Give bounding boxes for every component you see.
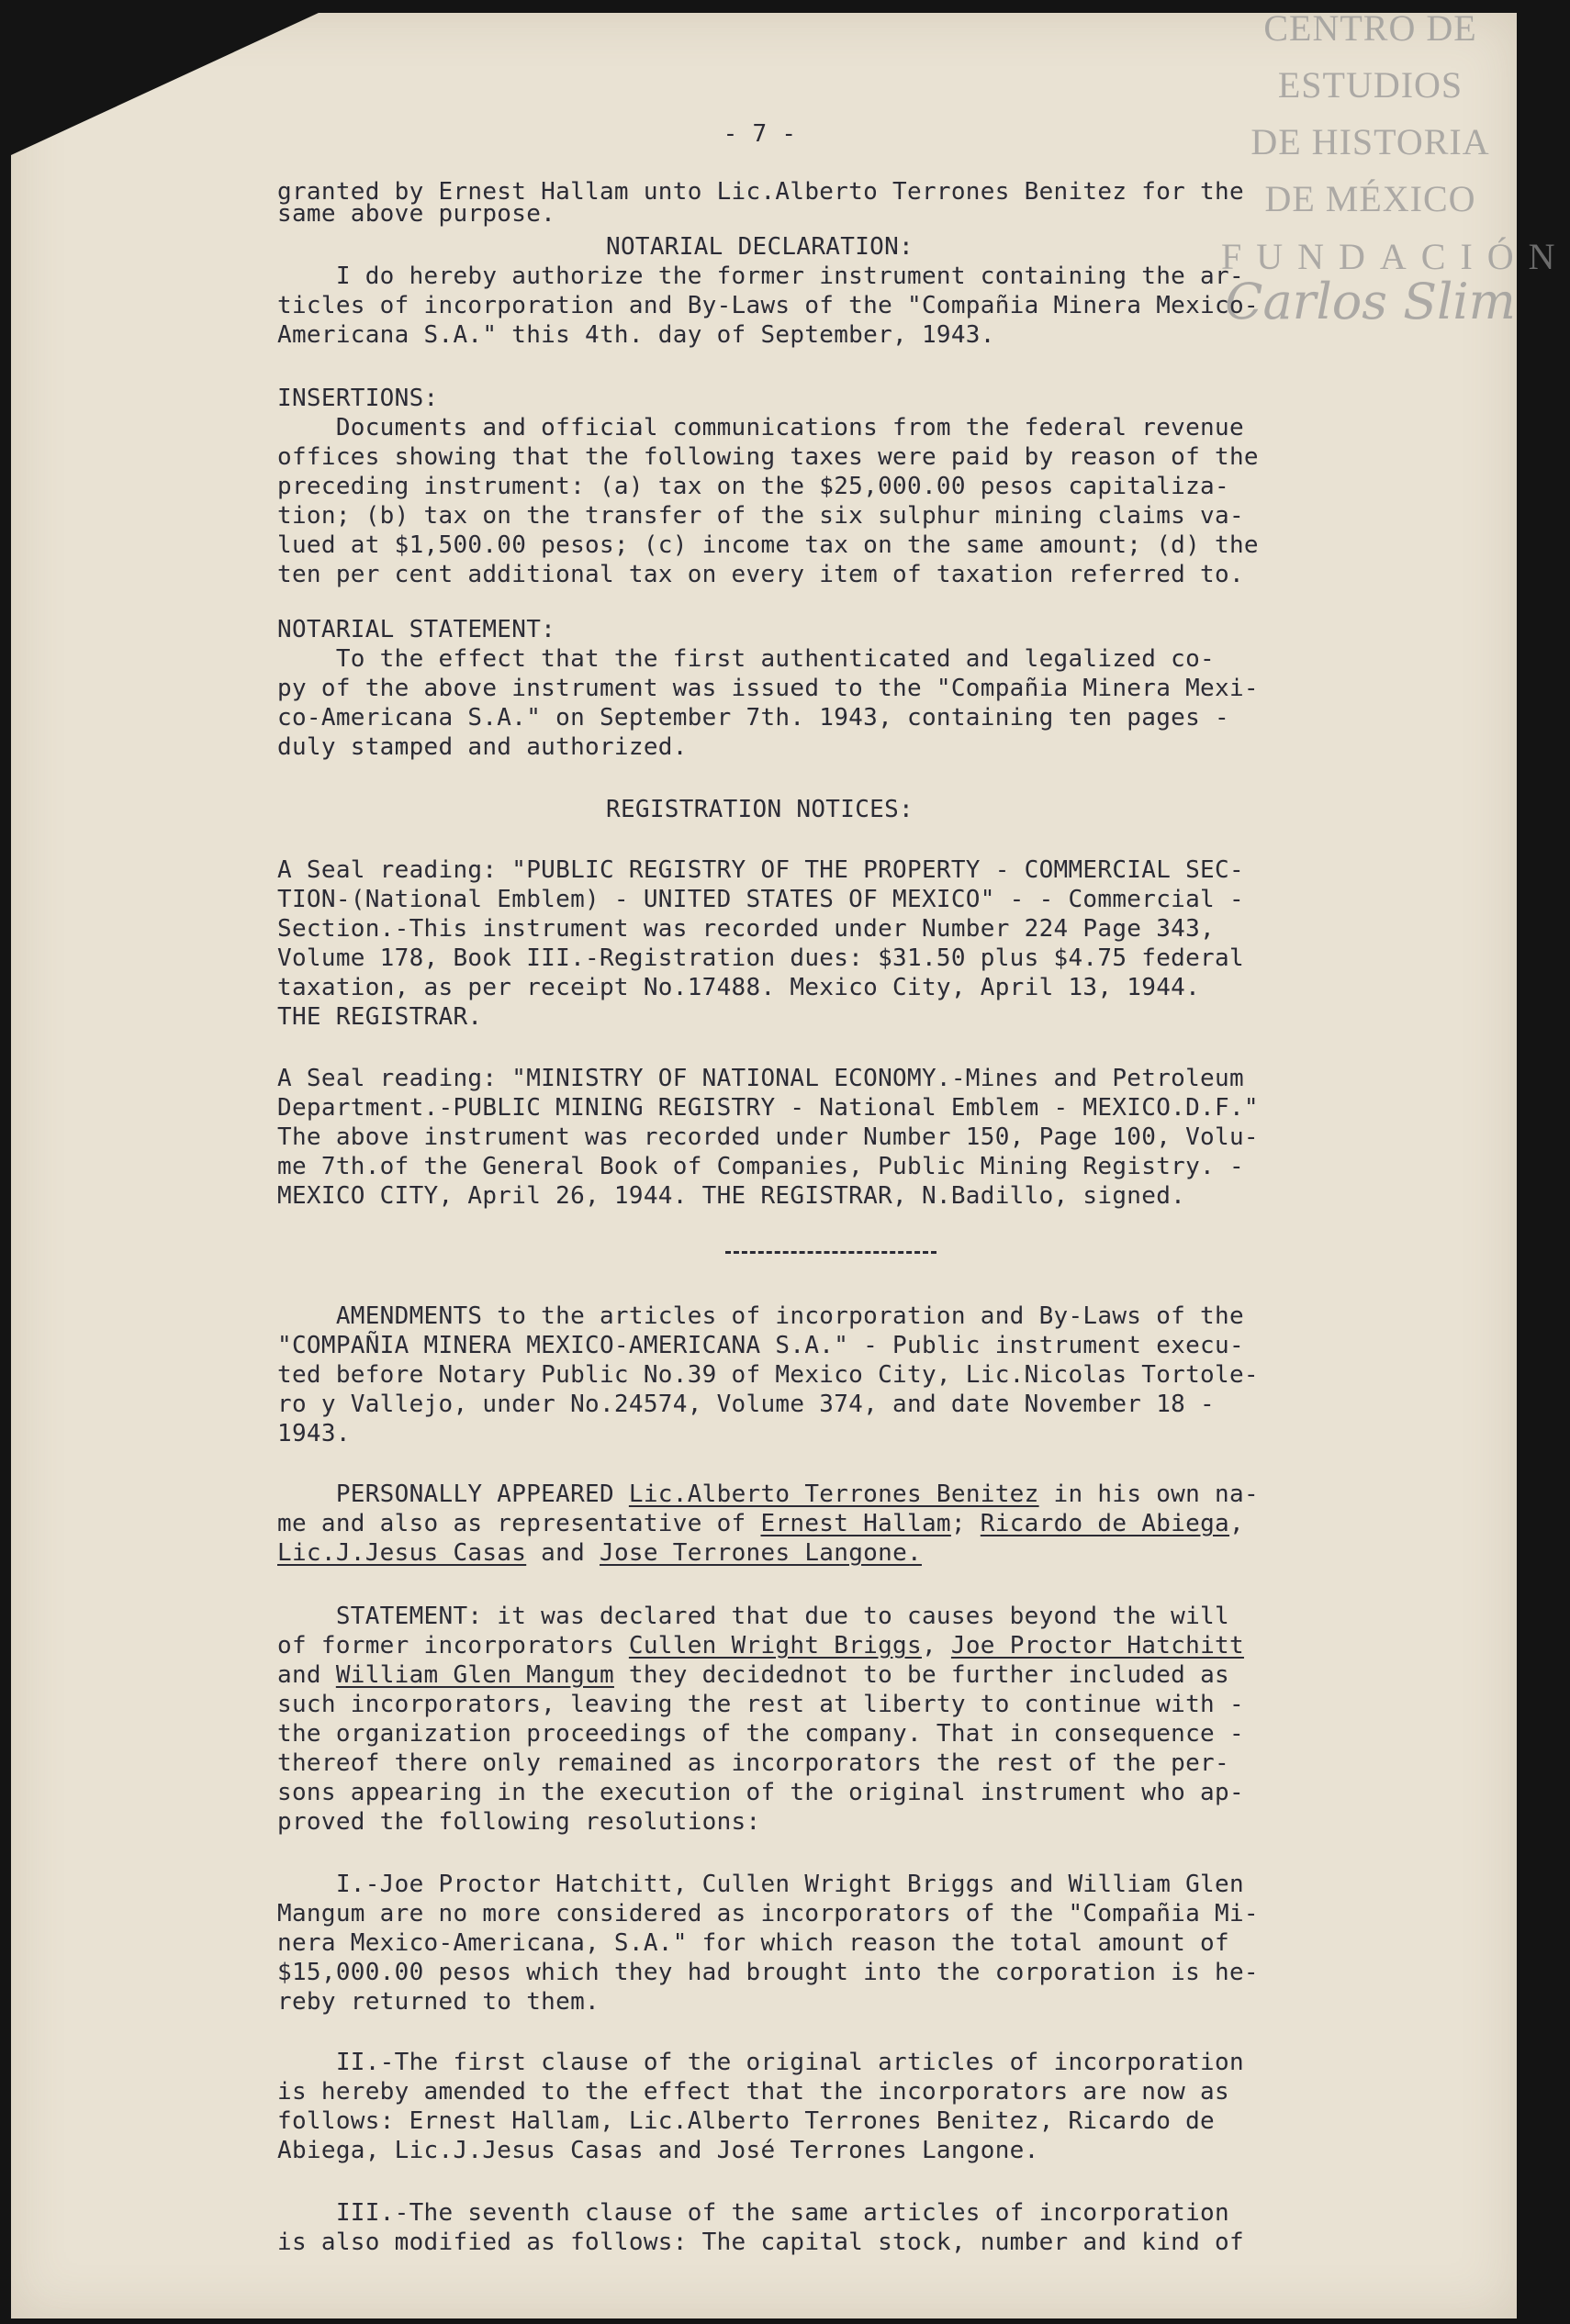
statement-line: the organization proceedings of the company. That in consequence - — [277, 1720, 1244, 1748]
notarial-declaration-line: I do hereby authorize the former instrument containing the ar- — [277, 263, 1244, 290]
watermark-line-4: DE MÉXICO — [1264, 178, 1476, 219]
name-jose-terrones: Jose Terrones Langone. — [600, 1539, 922, 1567]
registration-notice-2-line: MEXICO CITY, April 26, 1944. THE REGISTRAR, N.Badillo, signed. — [277, 1182, 1186, 1210]
resolution-2-line: II.-The first clause of the original articles of incorporation — [277, 2049, 1244, 2076]
registration-notice-1-line: Section.-This instrument was recorded under Number 224 Page 343, — [277, 915, 1216, 943]
watermark-line-2: ESTUDIOS — [1277, 64, 1463, 106]
resolution-2-line: is hereby amended to the effect that the incorporators are now as — [277, 2078, 1229, 2106]
appeared-lead: PERSONALLY APPEARED — [277, 1480, 629, 1508]
amendments-line: ro y Vallejo, under No.24574, Volume 374, and date November 18 - — [277, 1391, 1216, 1418]
registration-notice-1-line: A Seal reading: "PUBLIC REGISTRY OF THE PROPERTY - COMMERCIAL SEC- — [277, 856, 1244, 884]
intro-line-2: same above purpose. — [277, 200, 556, 228]
notarial-statement-line: To the effect that the first authenticated and legalized co- — [277, 645, 1216, 673]
insertions-line: Documents and official communications from the federal revenue — [277, 414, 1244, 441]
insertions-line: offices showing that the following taxes were paid by reason of the — [277, 443, 1259, 471]
resolution-1-line: I.-Joe Proctor Hatchitt, Cullen Wright Briggs and William Glen — [277, 1871, 1244, 1898]
notarial-declaration-line: Americana S.A." this 4th. day of September, 1943. — [277, 321, 995, 349]
statement-line — [277, 1631, 1471, 1661]
appeared-text: , — [1229, 1510, 1244, 1537]
registration-notice-1-line: TION-(National Emblem) - UNITED STATES OF MEXICO" - - Commercial - — [277, 886, 1244, 913]
amendments-line: 1943. — [277, 1420, 351, 1447]
appeared-text: ; — [950, 1510, 981, 1537]
resolution-2-line: follows: Ernest Hallam, Lic.Alberto Terrones Benitez, Ricardo de — [277, 2107, 1216, 2135]
insertions-line: tion; (b) tax on the transfer of the six sulphur mining claims va- — [277, 502, 1244, 530]
appeared-text: me and also as representative of — [277, 1510, 761, 1537]
statement-line: such incorporators, leaving the rest at liberty to continue with - — [277, 1691, 1244, 1718]
section-separator — [725, 1251, 936, 1254]
appeared-line-3 — [277, 1538, 1471, 1569]
name-jesus-casas: Lic.J.Jesus Casas — [277, 1539, 527, 1567]
resolution-1-line: reby returned to them. — [277, 1988, 600, 2016]
statement-text: and — [277, 1661, 336, 1689]
name-ricardo-de-abiega: Ricardo de Abiega — [980, 1510, 1230, 1537]
name-william-glen-mangum: William Glen Mangum — [335, 1661, 614, 1689]
resolution-1-line: Mangum are no more considered as incorporators of the "Compañia Mi- — [277, 1900, 1259, 1927]
statement-line: thereof there only remained as incorporators the rest of the per- — [277, 1749, 1229, 1777]
resolution-1-line: nera Mexico-Americana, S.A." for which reason the total amount of — [277, 1929, 1229, 1957]
insertions-line: ten per cent additional tax on every item of taxation referred to. — [277, 561, 1244, 588]
insertions-heading: INSERTIONS: — [277, 385, 439, 412]
name-joe-proctor-hatchitt: Joe Proctor Hatchitt — [950, 1632, 1244, 1659]
appeared-text: and — [526, 1539, 600, 1567]
statement-text: , — [921, 1632, 951, 1659]
name-ernest-hallam: Ernest Hallam — [760, 1510, 951, 1537]
notarial-statement-line: co-Americana S.A." on September 7th. 1943, containing ten pages - — [277, 704, 1229, 732]
resolution-3-line: is also modified as follows: The capital stock, number and kind of — [277, 2229, 1244, 2256]
notarial-statement-line: duly stamped and authorized. — [277, 733, 688, 761]
name-cullen-wright-briggs: Cullen Wright Briggs — [628, 1632, 922, 1659]
amendments-line: "COMPAÑIA MINERA MEXICO-AMERICANA S.A." - Public instrument execu- — [277, 1332, 1244, 1359]
registration-notices-heading: REGISTRATION NOTICES: — [605, 796, 914, 823]
watermark-foundation: FUNDACIÓN — [1221, 236, 1570, 277]
appeared-line-1 — [277, 1480, 1471, 1510]
watermark-line-3: DE HISTORIA — [1250, 121, 1490, 162]
statement-text: they decidednot to be further included as — [613, 1661, 1229, 1689]
amendments-line: ted before Notary Public No.39 of Mexico City, Lic.Nicolas Tortole- — [277, 1361, 1259, 1389]
statement-line: sons appearing in the execution of the original instrument who ap- — [277, 1779, 1244, 1806]
notarial-statement-line: py of the above instrument was issued to the "Compañia Minera Mexi- — [277, 675, 1259, 702]
registration-notice-1-line: taxation, as per receipt No.17488. Mexico City, April 13, 1944. — [277, 974, 1201, 1001]
statement-line: proved the following resolutions: — [277, 1808, 761, 1836]
registration-notice-2-line: The above instrument was recorded under Number 150, Page 100, Volu- — [277, 1123, 1259, 1151]
insertions-line: lued at $1,500.00 pesos; (c) income tax on the same amount; (d) the — [277, 531, 1259, 559]
insertions-line: preceding instrument: (a) tax on the $25,000.00 pesos capitaliza- — [277, 473, 1229, 500]
page-number: - 7 - — [723, 120, 797, 148]
registration-notice-2-line: me 7th.of the General Book of Companies, Public Mining Registry. - — [277, 1153, 1244, 1180]
amendments-line: AMENDMENTS to the articles of incorporation and By-Laws of the — [277, 1302, 1244, 1330]
appeared-text: in his own na- — [1038, 1480, 1259, 1508]
watermark-line-1: CENTRO DE — [1263, 7, 1477, 49]
registration-notice-1-line: Volume 178, Book III.-Registration dues: $31.50 plus $4.75 federal — [277, 944, 1244, 972]
notarial-declaration-line: ticles of incorporation and By-Laws of the "Compañia Minera Mexico- — [277, 292, 1259, 319]
notarial-declaration-heading: NOTARIAL DECLARATION: — [605, 233, 914, 261]
resolution-1-line: $15,000.00 pesos which they had brought into the corporation is he- — [277, 1959, 1259, 1986]
registration-notice-2-line: Department.-PUBLIC MINING REGISTRY - National Emblem - MEXICO.D.F." — [277, 1094, 1259, 1122]
name-alberto-terrones: Lic.Alberto Terrones Benitez — [628, 1480, 1039, 1508]
statement-line — [277, 1660, 1471, 1691]
registration-notice-2-line: A Seal reading: "MINISTRY OF NATIONAL ECONOMY.-Mines and Petroleum — [277, 1065, 1244, 1092]
resolution-3-line: III.-The seventh clause of the same articles of incorporation — [277, 2199, 1229, 2227]
notarial-statement-heading: NOTARIAL STATEMENT: — [277, 616, 556, 643]
watermark-signature: Carlos Slim — [1225, 273, 1516, 330]
intro-line-1: granted by Ernest Hallam unto Lic.Alberto Terrones Benitez for the — [277, 178, 1244, 206]
appeared-line-2 — [277, 1509, 1471, 1539]
statement-line: STATEMENT: it was declared that due to causes beyond the will — [277, 1603, 1229, 1630]
statement-text: of former incorporators — [277, 1632, 629, 1659]
registration-notice-1-line: THE REGISTRAR. — [277, 1003, 483, 1031]
resolution-2-line: Abiega, Lic.J.Jesus Casas and José Terrones Langone. — [277, 2137, 1039, 2164]
